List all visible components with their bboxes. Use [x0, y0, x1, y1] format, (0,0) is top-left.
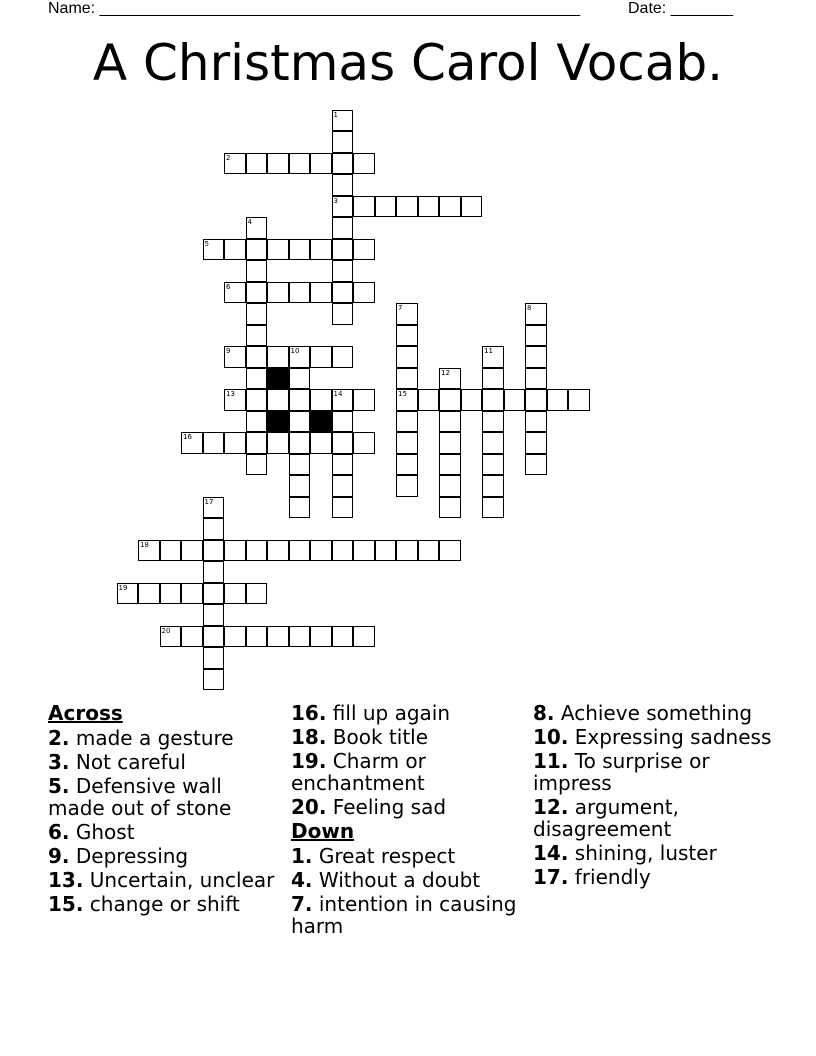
clue-text: Ghost [69, 820, 135, 844]
name-field-label: Name: ______________________________________________________ [48, 0, 581, 17]
clue-number: 3. [48, 750, 70, 774]
clue-text: change or shift [83, 892, 240, 916]
grid-cell[interactable] [439, 411, 461, 433]
cell-number: 19 [118, 583, 128, 592]
clue-text: Not careful [69, 750, 186, 774]
grid-cell[interactable] [482, 497, 504, 519]
grid-cell[interactable] [353, 432, 375, 454]
grid-cell[interactable] [332, 432, 354, 454]
grid-cell[interactable] [246, 303, 268, 325]
grid-cell[interactable] [267, 389, 289, 411]
grid-cell[interactable] [289, 540, 311, 562]
grid-cell[interactable] [353, 153, 375, 175]
grid-cell[interactable] [310, 239, 332, 261]
grid-cell[interactable] [418, 540, 440, 562]
grid-cell[interactable] [289, 239, 311, 261]
grid-cell[interactable] [138, 583, 160, 605]
clue-item [48, 751, 283, 773]
clue-text: argument, disagreement [533, 795, 679, 841]
grid-cell[interactable] [396, 475, 418, 497]
clue-number: 8. [533, 701, 555, 725]
grid-cell[interactable] [547, 389, 569, 411]
clue-number: 20. [291, 795, 327, 819]
grid-cell[interactable] [289, 626, 311, 648]
grid-cell[interactable] [353, 282, 375, 304]
grid-cell[interactable] [203, 239, 225, 261]
clue-item [48, 775, 283, 819]
grid-cell[interactable] [525, 368, 547, 390]
grid-cell[interactable] [224, 626, 246, 648]
clue-number: 14. [533, 841, 569, 865]
grid-cell[interactable] [332, 174, 354, 196]
grid-block [310, 411, 332, 433]
grid-cell[interactable] [289, 497, 311, 519]
grid-cell[interactable] [396, 540, 418, 562]
cell-number: 7 [398, 304, 403, 312]
grid-cell[interactable] [224, 432, 246, 454]
clue-text: Book title [326, 725, 429, 749]
grid-cell[interactable] [482, 346, 504, 368]
cell-number: 20 [161, 626, 171, 635]
clue-number: 16. [291, 701, 327, 725]
grid-cell[interactable] [224, 239, 246, 261]
grid-cell[interactable] [246, 217, 268, 239]
grid-cell[interactable] [246, 282, 268, 304]
grid-cell[interactable] [396, 432, 418, 454]
grid-cell[interactable] [439, 368, 461, 390]
cell-number: 2 [226, 153, 231, 162]
clue-number: 18. [291, 725, 327, 749]
cell-number: 17 [204, 497, 214, 506]
grid-cell[interactable] [203, 669, 225, 691]
grid-cell[interactable] [439, 497, 461, 519]
grid-cell[interactable] [246, 368, 268, 390]
grid-cell[interactable] [332, 131, 354, 153]
cell-number: 12 [441, 368, 450, 377]
grid-cell[interactable] [396, 368, 418, 390]
grid-cell[interactable] [267, 540, 289, 562]
clue-item [291, 796, 526, 818]
cell-number: 3 [333, 196, 338, 205]
grid-cell[interactable] [482, 389, 504, 411]
grid-cell[interactable] [246, 454, 268, 476]
grid-cell[interactable] [396, 411, 418, 433]
clue-text: Charm or enchantment [291, 749, 426, 795]
grid-cell[interactable] [525, 303, 547, 325]
clue-item [533, 750, 773, 794]
cell-number: 14 [333, 390, 343, 398]
grid-cell[interactable] [332, 217, 354, 239]
grid-cell[interactable] [267, 432, 289, 454]
grid-cell[interactable] [160, 626, 182, 648]
grid-cell[interactable] [396, 346, 418, 368]
grid-cell[interactable] [525, 325, 547, 347]
grid-cell[interactable] [246, 260, 268, 282]
grid-cell[interactable] [160, 583, 182, 605]
grid-cell[interactable] [310, 346, 332, 368]
grid-cell[interactable] [246, 389, 268, 411]
clues-column-3 [533, 702, 773, 890]
grid-cell[interactable] [332, 110, 354, 132]
clue-number: 6. [48, 820, 70, 844]
grid-cell[interactable] [353, 239, 375, 261]
grid-cell[interactable] [310, 389, 332, 411]
grid-cell[interactable] [181, 432, 203, 454]
grid-cell[interactable] [246, 626, 268, 648]
grid-cell[interactable] [203, 626, 225, 648]
grid-cell[interactable] [482, 432, 504, 454]
grid-cell[interactable] [289, 153, 311, 175]
grid-cell[interactable] [224, 282, 246, 304]
clue-text: Great respect [312, 844, 456, 868]
cell-number: 6 [226, 282, 231, 291]
grid-cell[interactable] [439, 196, 461, 218]
grid-cell[interactable] [289, 432, 311, 454]
grid-cell[interactable] [181, 540, 203, 562]
clue-item [291, 869, 526, 891]
grid-cell[interactable] [525, 389, 547, 411]
clue-number: 2. [48, 726, 70, 750]
grid-cell[interactable] [203, 647, 225, 669]
clue-number: 1. [291, 844, 313, 868]
clue-text: friendly [568, 865, 651, 889]
clue-number: 7. [291, 892, 313, 916]
clue-text: Depressing [69, 844, 189, 868]
grid-cell[interactable] [181, 583, 203, 605]
cell-number: 8 [527, 304, 532, 312]
grid-cell[interactable] [203, 583, 225, 605]
grid-cell[interactable] [332, 239, 354, 261]
grid-cell[interactable] [224, 540, 246, 562]
clue-item [291, 726, 526, 748]
clue-number: 15. [48, 892, 84, 916]
grid-cell[interactable] [267, 239, 289, 261]
grid-cell[interactable] [353, 389, 375, 411]
page-title: A Christmas Carol Vocab. [92, 34, 724, 92]
grid-cell[interactable] [482, 454, 504, 476]
grid-cell[interactable] [246, 540, 268, 562]
grid-cell[interactable] [267, 626, 289, 648]
grid-cell[interactable] [246, 432, 268, 454]
clue-number: 5. [48, 774, 70, 798]
grid-cell[interactable] [289, 389, 311, 411]
grid-cell[interactable] [203, 518, 225, 540]
grid-cell[interactable] [439, 475, 461, 497]
cell-number: 15 [398, 390, 407, 398]
grid-cell[interactable] [482, 475, 504, 497]
grid-cell[interactable] [461, 389, 483, 411]
cell-number: 9 [226, 347, 231, 355]
clue-text: Defensive wall made out of stone [48, 774, 232, 820]
grid-cell[interactable] [353, 196, 375, 218]
grid-cell[interactable] [504, 389, 526, 411]
grid-cell[interactable] [160, 540, 182, 562]
clue-item [48, 893, 283, 915]
grid-cell[interactable] [117, 583, 139, 605]
clue-item [533, 726, 773, 748]
grid-cell[interactable] [267, 153, 289, 175]
grid-cell[interactable] [246, 325, 268, 347]
grid-cell[interactable] [375, 196, 397, 218]
clue-item [48, 845, 283, 867]
grid-cell[interactable] [203, 561, 225, 583]
clue-text: shining, luster [568, 841, 717, 865]
clue-item [291, 702, 526, 724]
date-field-label: Date: _______ [628, 0, 733, 17]
grid-cell[interactable] [224, 153, 246, 175]
cell-number: 5 [204, 239, 209, 248]
grid-cell[interactable] [310, 282, 332, 304]
clue-number: 9. [48, 844, 70, 868]
grid-cell[interactable] [396, 454, 418, 476]
grid-cell[interactable] [418, 196, 440, 218]
grid-cell[interactable] [332, 389, 354, 411]
clue-number: 17. [533, 865, 569, 889]
clue-text: Expressing sadness [568, 725, 772, 749]
clue-item [48, 869, 283, 891]
clue-item [291, 893, 526, 937]
grid-cell[interactable] [525, 454, 547, 476]
grid-cell[interactable] [525, 432, 547, 454]
grid-cell[interactable] [396, 196, 418, 218]
clue-text: To surprise or impress [533, 749, 710, 795]
grid-cell[interactable] [246, 153, 268, 175]
clue-text: Feeling sad [326, 795, 447, 819]
clue-item [533, 842, 773, 864]
grid-cell[interactable] [332, 196, 354, 218]
grid-cell[interactable] [310, 153, 332, 175]
clue-item [533, 702, 773, 724]
across-heading: Across [48, 701, 123, 725]
grid-cell[interactable] [353, 540, 375, 562]
grid-cell[interactable] [224, 346, 246, 368]
cell-number: 1 [333, 110, 338, 119]
grid-cell[interactable] [289, 454, 311, 476]
grid-cell[interactable] [332, 303, 354, 325]
clue-text: intention in causing harm [291, 892, 517, 938]
grid-cell[interactable] [203, 497, 225, 519]
clue-item [533, 796, 773, 840]
grid-cell[interactable] [482, 368, 504, 390]
cell-number: 18 [140, 540, 149, 549]
clue-text: Without a doubt [312, 868, 481, 892]
grid-cell[interactable] [375, 540, 397, 562]
clues-column-2 [291, 702, 526, 939]
grid-cell[interactable] [353, 626, 375, 648]
grid-cell[interactable] [246, 239, 268, 261]
grid-cell[interactable] [568, 389, 590, 411]
grid-block [267, 368, 289, 390]
grid-block [267, 411, 289, 433]
grid-cell[interactable] [332, 260, 354, 282]
grid-cell[interactable] [332, 475, 354, 497]
cell-number: 16 [183, 433, 192, 441]
clue-number: 11. [533, 749, 569, 773]
grid-cell[interactable] [224, 389, 246, 411]
grid-cell[interactable] [246, 411, 268, 433]
grid-cell[interactable] [289, 475, 311, 497]
grid-cell[interactable] [396, 303, 418, 325]
clue-item [533, 866, 773, 888]
clue-item [48, 821, 283, 843]
clue-number: 12. [533, 795, 569, 819]
grid-cell[interactable] [181, 626, 203, 648]
cell-number: 13 [226, 390, 235, 398]
grid-cell[interactable] [332, 346, 354, 368]
cell-number: 10 [290, 347, 300, 355]
grid-cell[interactable] [332, 454, 354, 476]
grid-cell[interactable] [396, 389, 418, 411]
grid-cell[interactable] [289, 282, 311, 304]
grid-cell[interactable] [203, 540, 225, 562]
cell-number: 4 [247, 218, 252, 226]
clue-text: fill up again [326, 701, 451, 725]
clue-text: made a gesture [69, 726, 234, 750]
clues-column-1 [48, 702, 283, 917]
grid-cell[interactable] [332, 540, 354, 562]
grid-cell[interactable] [461, 196, 483, 218]
grid-cell[interactable] [418, 389, 440, 411]
grid-cell[interactable] [396, 325, 418, 347]
grid-cell[interactable] [203, 604, 225, 626]
grid-cell[interactable] [310, 432, 332, 454]
clue-number: 19. [291, 749, 327, 773]
grid-cell[interactable] [310, 540, 332, 562]
grid-cell[interactable] [332, 282, 354, 304]
grid-cell[interactable] [289, 368, 311, 390]
clue-number: 10. [533, 725, 569, 749]
grid-cell[interactable] [439, 454, 461, 476]
grid-cell[interactable] [310, 626, 332, 648]
clue-item [48, 727, 283, 749]
clue-number: 4. [291, 868, 313, 892]
grid-cell[interactable] [332, 626, 354, 648]
grid-cell[interactable] [267, 346, 289, 368]
clue-text: Achieve something [554, 701, 753, 725]
grid-cell[interactable] [224, 583, 246, 605]
clue-number: 13. [48, 868, 84, 892]
grid-cell[interactable] [332, 411, 354, 433]
cell-number: 11 [484, 347, 493, 355]
grid-cell[interactable] [332, 497, 354, 519]
grid-cell[interactable] [439, 540, 461, 562]
grid-cell[interactable] [439, 432, 461, 454]
grid-cell[interactable] [525, 346, 547, 368]
grid-cell[interactable] [246, 346, 268, 368]
down-heading: Down [291, 819, 355, 843]
grid-cell[interactable] [246, 583, 268, 605]
grid-cell[interactable] [482, 411, 504, 433]
grid-cell[interactable] [525, 411, 547, 433]
grid-cell[interactable] [289, 411, 311, 433]
grid-cell[interactable] [267, 282, 289, 304]
grid-cell[interactable] [203, 432, 225, 454]
grid-cell[interactable] [332, 153, 354, 175]
grid-cell[interactable] [439, 389, 461, 411]
clue-item [291, 845, 526, 867]
clue-text: Uncertain, unclear [83, 868, 275, 892]
grid-cell[interactable] [289, 346, 311, 368]
clue-item [291, 750, 526, 794]
grid-cell[interactable] [138, 540, 160, 562]
